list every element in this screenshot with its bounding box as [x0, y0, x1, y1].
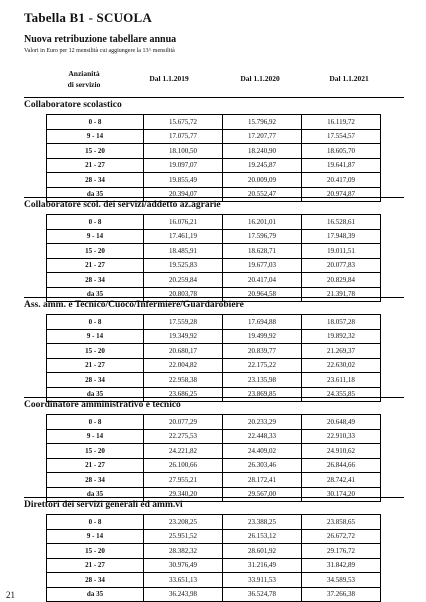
seniority-band-cell: da 35: [47, 587, 144, 602]
salary-value-cell: 22.910,33: [302, 429, 381, 444]
salary-value-cell: 20.077,29: [144, 415, 223, 430]
salary-value-cell: 16.201,01: [223, 215, 302, 230]
seniority-band-cell: 0 - 8: [47, 415, 144, 430]
seniority-band-cell: 21 - 27: [47, 158, 144, 173]
seniority-band-cell: 21 - 27: [47, 558, 144, 573]
salary-value-cell: 20.829,84: [302, 273, 381, 288]
section-title: Ass. amm. e Tecnico/Cuoco/Infermiere/Guardarobiere: [24, 300, 244, 310]
salary-value-cell: 19.499,92: [223, 329, 302, 344]
salary-value-cell: 24.910,62: [302, 444, 381, 459]
table-row: [47, 587, 381, 602]
section-divider: [24, 397, 404, 398]
seniority-band-cell: 28 - 34: [47, 173, 144, 188]
salary-value-cell: 19.097,07: [144, 158, 223, 173]
seniority-header-line1: Anzianità: [68, 69, 100, 78]
salary-value-cell: 20.839,77: [223, 344, 302, 359]
salary-value-cell: 16.119,72: [302, 115, 381, 130]
section-divider: [24, 497, 404, 498]
seniority-band-cell: 9 - 14: [47, 129, 144, 144]
salary-value-cell: 17.596,79: [223, 229, 302, 244]
table-row: [47, 573, 381, 588]
table-row: [47, 444, 381, 459]
seniority-band-cell: 21 - 27: [47, 258, 144, 273]
seniority-band-cell: da 35: [47, 187, 144, 202]
seniority-band-cell: 15 - 20: [47, 544, 144, 559]
salary-value-cell: 21.391,78: [302, 287, 381, 302]
seniority-band-cell: 9 - 14: [47, 429, 144, 444]
salary-value-cell: 28.382,32: [144, 544, 223, 559]
salary-table: [46, 214, 381, 302]
section-title: Direttori dei servizi generali ed amm.vi: [24, 500, 183, 510]
values-note: Valori in Euro per 12 mensilità cui aggiungere la 13^ mensilità: [24, 48, 175, 54]
salary-value-cell: 15.675,72: [144, 115, 223, 130]
salary-value-cell: 22.004,82: [144, 358, 223, 373]
salary-value-cell: 20.964,58: [223, 287, 302, 302]
salary-value-cell: 27.955,21: [144, 473, 223, 488]
salary-table: [46, 114, 381, 202]
salary-value-cell: 26.100,66: [144, 458, 223, 473]
table-row: [47, 544, 381, 559]
salary-value-cell: 28.742,41: [302, 473, 381, 488]
seniority-band-cell: 15 - 20: [47, 244, 144, 259]
salary-value-cell: 18.605,70: [302, 144, 381, 159]
table-row: [47, 229, 381, 244]
salary-value-cell: 18.057,28: [302, 315, 381, 330]
salary-value-cell: 23.858,65: [302, 515, 381, 530]
salary-value-cell: 23.208,25: [144, 515, 223, 530]
salary-value-cell: 22.448,33: [223, 429, 302, 444]
seniority-band-cell: 21 - 27: [47, 358, 144, 373]
table-row: [47, 258, 381, 273]
salary-value-cell: 23.388,25: [223, 515, 302, 530]
salary-value-cell: 31.216,49: [223, 558, 302, 573]
salary-value-cell: 22.275,53: [144, 429, 223, 444]
page-subtitle: Nuova retribuzione tabellare annua: [24, 34, 177, 45]
table-row: [47, 473, 381, 488]
salary-value-cell: 23.611,18: [302, 373, 381, 388]
salary-value-cell: 36.524,78: [223, 587, 302, 602]
salary-value-cell: 30.174,20: [302, 487, 381, 502]
salary-value-cell: 26.153,12: [223, 529, 302, 544]
table-row: [47, 515, 381, 530]
salary-value-cell: 23.135,98: [223, 373, 302, 388]
salary-table: [46, 514, 381, 602]
section-title: Collaboratore scolastico: [24, 100, 122, 110]
seniority-band-cell: 0 - 8: [47, 215, 144, 230]
seniority-header-line2: di servizio: [67, 80, 101, 89]
seniority-band-cell: 15 - 20: [47, 144, 144, 159]
seniority-band-cell: 28 - 34: [47, 573, 144, 588]
seniority-header: [54, 68, 114, 90]
table-row: [47, 315, 381, 330]
salary-value-cell: 28.172,41: [223, 473, 302, 488]
salary-value-cell: 17.554,57: [302, 129, 381, 144]
salary-value-cell: 17.207,77: [223, 129, 302, 144]
seniority-band-cell: da 35: [47, 387, 144, 402]
table-row: [47, 415, 381, 430]
salary-value-cell: 20.417,09: [302, 173, 381, 188]
salary-value-cell: 19.677,03: [223, 258, 302, 273]
salary-value-cell: 19.011,51: [302, 244, 381, 259]
salary-value-cell: 21.269,37: [302, 344, 381, 359]
salary-value-cell: 17.461,19: [144, 229, 223, 244]
salary-value-cell: 16.076,21: [144, 215, 223, 230]
salary-value-cell: 31.842,89: [302, 558, 381, 573]
page-title: Tabella B1 - SCUOLA: [24, 10, 152, 25]
salary-value-cell: 15.796,92: [223, 115, 302, 130]
salary-value-cell: 20.974,87: [302, 187, 381, 202]
table-row: [47, 173, 381, 188]
salary-value-cell: 23.686,25: [144, 387, 223, 402]
table-row: [47, 558, 381, 573]
salary-value-cell: 18.240,90: [223, 144, 302, 159]
salary-value-cell: 20.009,09: [223, 173, 302, 188]
salary-value-cell: 20.077,83: [302, 258, 381, 273]
seniority-band-cell: 15 - 20: [47, 344, 144, 359]
salary-value-cell: 18.485,91: [144, 244, 223, 259]
section-title: Collaboratore scol. dei servizi/addetto az.agrarie: [24, 200, 221, 210]
salary-value-cell: 25.951,52: [144, 529, 223, 544]
salary-value-cell: 19.641,87: [302, 158, 381, 173]
salary-value-cell: 19.525,83: [144, 258, 223, 273]
salary-value-cell: 28.601,92: [223, 544, 302, 559]
table-row: [47, 529, 381, 544]
seniority-band-cell: 15 - 20: [47, 444, 144, 459]
salary-value-cell: 20.803,78: [144, 287, 223, 302]
seniority-band-cell: da 35: [47, 287, 144, 302]
salary-value-cell: 19.245,87: [223, 158, 302, 173]
table-header: [24, 65, 404, 95]
seniority-band-cell: 0 - 8: [47, 515, 144, 530]
salary-value-cell: 16.528,61: [302, 215, 381, 230]
column-header-2019: Dal 1.1.2019: [149, 74, 189, 83]
seniority-band-cell: 21 - 27: [47, 458, 144, 473]
salary-value-cell: 18.628,71: [223, 244, 302, 259]
salary-value-cell: 22.630,02: [302, 358, 381, 373]
salary-table: [46, 314, 381, 402]
section-divider: [24, 197, 404, 198]
section-divider: [24, 97, 404, 98]
salary-value-cell: 29.567,00: [223, 487, 302, 502]
page-number: 21: [6, 590, 15, 600]
table-row: [47, 429, 381, 444]
salary-value-cell: 20.233,29: [223, 415, 302, 430]
table-row: [47, 215, 381, 230]
salary-value-cell: 23.869,85: [223, 387, 302, 402]
salary-value-cell: 30.976,49: [144, 558, 223, 573]
salary-value-cell: 17.948,39: [302, 229, 381, 244]
salary-value-cell: 17.559,28: [144, 315, 223, 330]
salary-value-cell: 36.243,98: [144, 587, 223, 602]
salary-value-cell: 24.355,85: [302, 387, 381, 402]
salary-value-cell: 24.409,02: [223, 444, 302, 459]
table-row: [47, 373, 381, 388]
salary-value-cell: 37.266,38: [302, 587, 381, 602]
table-row: [47, 158, 381, 173]
salary-value-cell: 26.303,46: [223, 458, 302, 473]
salary-value-cell: 29.340,20: [144, 487, 223, 502]
section-title: Coordinatore amministrativo e tecnico: [24, 400, 181, 410]
salary-value-cell: 26.844,66: [302, 458, 381, 473]
salary-value-cell: 20.680,17: [144, 344, 223, 359]
table-row: [47, 329, 381, 344]
salary-value-cell: 34.589,53: [302, 573, 381, 588]
salary-value-cell: 17.694,88: [223, 315, 302, 330]
seniority-band-cell: da 35: [47, 487, 144, 502]
salary-value-cell: 19.892,32: [302, 329, 381, 344]
salary-value-cell: 24.221,82: [144, 444, 223, 459]
seniority-band-cell: 9 - 14: [47, 229, 144, 244]
seniority-band-cell: 0 - 8: [47, 115, 144, 130]
salary-value-cell: 22.175,22: [223, 358, 302, 373]
salary-value-cell: 20.394,07: [144, 187, 223, 202]
table-row: [47, 344, 381, 359]
seniority-band-cell: 28 - 34: [47, 273, 144, 288]
seniority-band-cell: 28 - 34: [47, 473, 144, 488]
salary-value-cell: 17.075,77: [144, 129, 223, 144]
salary-table: [46, 414, 381, 502]
column-header-2020: Dal 1.1.2020: [240, 74, 280, 83]
seniority-band-cell: 28 - 34: [47, 373, 144, 388]
table-row: [47, 273, 381, 288]
salary-value-cell: 33.651,13: [144, 573, 223, 588]
section-divider: [24, 297, 404, 298]
salary-value-cell: 19.349,92: [144, 329, 223, 344]
table-row: [47, 244, 381, 259]
table-row: [47, 358, 381, 373]
salary-value-cell: 29.176,72: [302, 544, 381, 559]
table-row: [47, 115, 381, 130]
salary-value-cell: 26.672,72: [302, 529, 381, 544]
seniority-band-cell: 9 - 14: [47, 529, 144, 544]
column-header-2021: Dal 1.1.2021: [329, 74, 369, 83]
table-row: [47, 144, 381, 159]
salary-value-cell: 20.648,49: [302, 415, 381, 430]
seniority-band-cell: 9 - 14: [47, 329, 144, 344]
salary-value-cell: 22.958,38: [144, 373, 223, 388]
salary-value-cell: 19.855,49: [144, 173, 223, 188]
salary-value-cell: 33.911,53: [223, 573, 302, 588]
table-row: [47, 458, 381, 473]
table-row: [47, 129, 381, 144]
salary-value-cell: 18.100,50: [144, 144, 223, 159]
seniority-band-cell: 0 - 8: [47, 315, 144, 330]
salary-value-cell: 20.417,04: [223, 273, 302, 288]
salary-value-cell: 20.552,47: [223, 187, 302, 202]
salary-value-cell: 20.259,84: [144, 273, 223, 288]
